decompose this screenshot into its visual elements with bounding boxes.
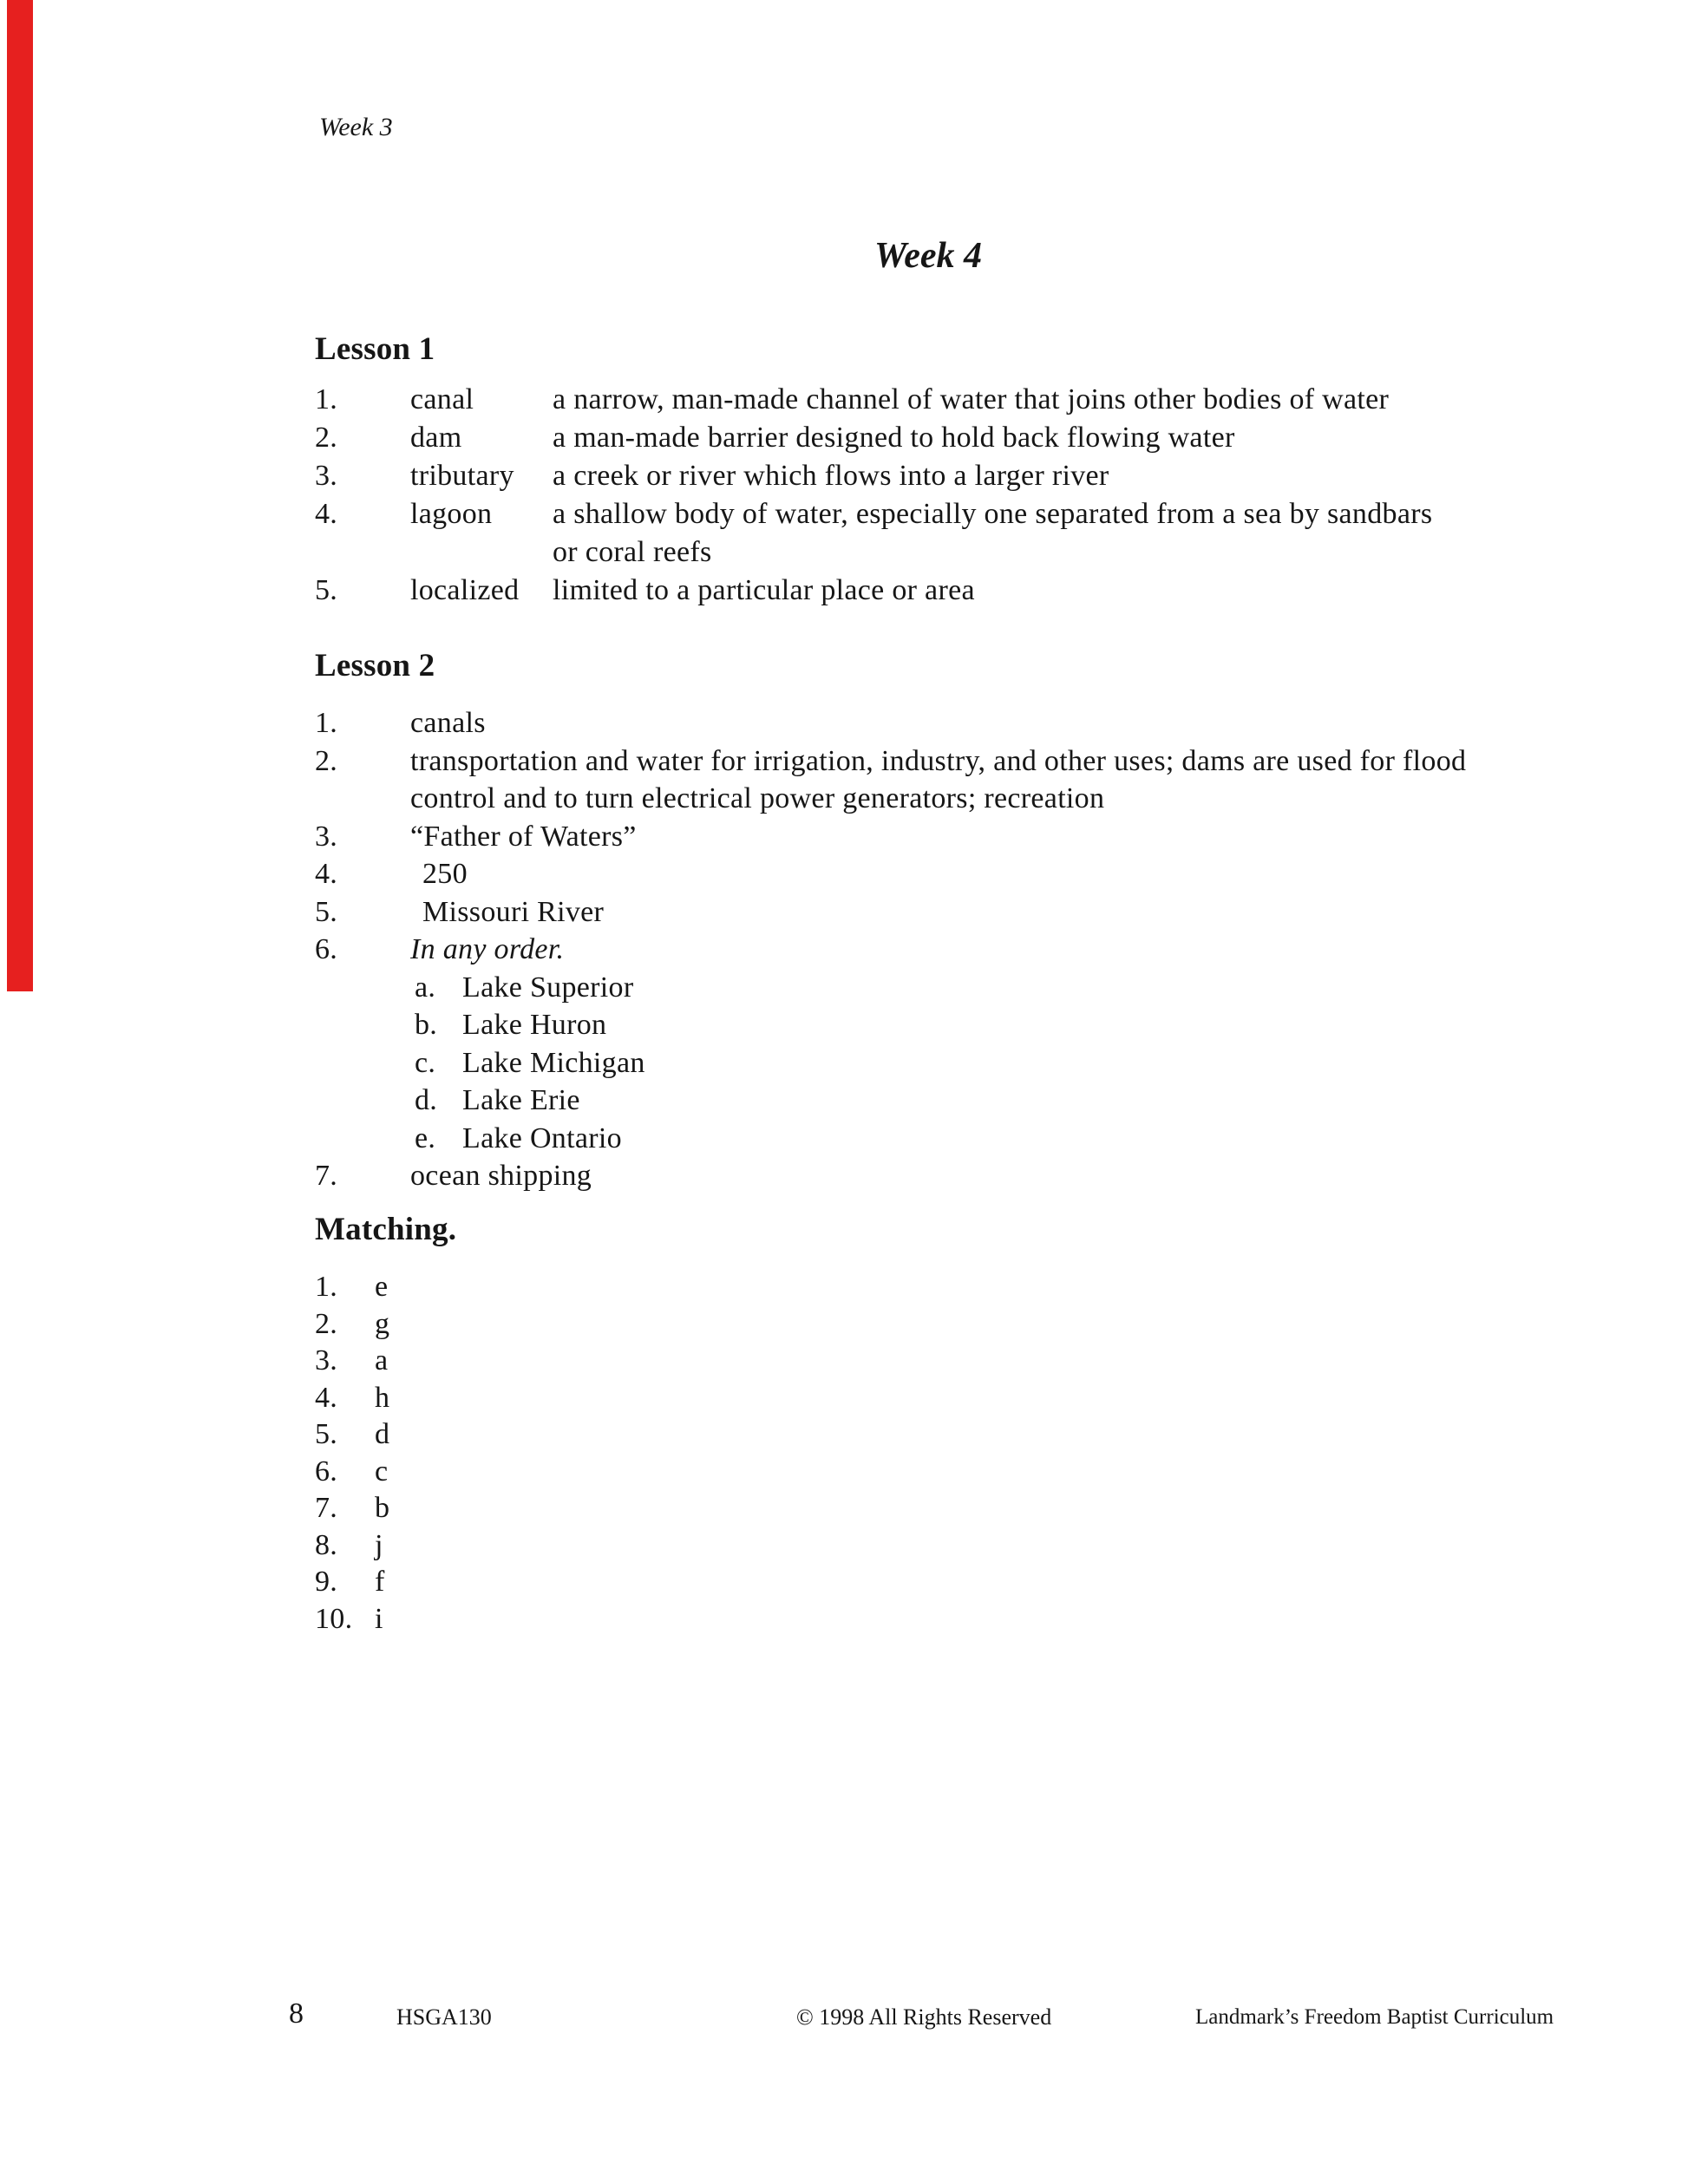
copyright-notice: © 1998 All Rights Reserved <box>796 2004 1052 2030</box>
item-answer: “Father of Waters” <box>410 820 637 853</box>
item-number: 1. <box>315 383 338 415</box>
item-number: 10. <box>315 1602 353 1635</box>
item-letter: j <box>375 1528 383 1561</box>
sub-item-letter: e. <box>415 1121 436 1154</box>
lesson1-heading: Lesson 1 <box>315 331 435 367</box>
item-letter: e <box>375 1271 389 1303</box>
item-number: 5. <box>315 574 338 606</box>
red-edge-stripe <box>7 0 33 991</box>
sub-item-answer: Lake Erie <box>462 1084 580 1116</box>
item-number: 5. <box>315 1418 338 1450</box>
item-definition: a narrow, man-made channel of water that joins other bodies of water <box>553 383 1390 415</box>
sub-item-answer: Lake Michigan <box>462 1046 645 1079</box>
sub-item-answer: Lake Superior <box>462 971 634 1004</box>
item-term: canal <box>410 383 474 415</box>
item-number: 6. <box>315 933 338 965</box>
item-number: 3. <box>315 1344 338 1376</box>
item-number: 3. <box>315 460 338 492</box>
item-letter: c <box>375 1455 389 1488</box>
item-answer-note: In any order. <box>410 933 565 965</box>
item-letter: i <box>375 1602 383 1635</box>
item-term: tributary <box>410 460 514 492</box>
item-number: 4. <box>315 1381 338 1414</box>
page-title: Week 4 <box>873 236 983 276</box>
item-definition: a man-made barrier designed to hold back flowing water <box>553 422 1235 454</box>
item-definition: a shallow body of water, especially one separated from a sea by sandbars <box>553 498 1433 530</box>
sub-item-letter: c. <box>415 1046 436 1079</box>
item-number: 1. <box>315 707 338 739</box>
item-number: 7. <box>315 1160 338 1192</box>
item-number: 3. <box>315 820 338 853</box>
item-number: 5. <box>315 895 338 928</box>
item-letter: d <box>375 1418 390 1450</box>
item-definition-continued: or coral reefs <box>553 536 712 568</box>
item-answer: Missouri River <box>422 895 605 928</box>
sub-item-letter: d. <box>415 1084 438 1116</box>
item-letter: f <box>375 1566 385 1598</box>
item-number: 9. <box>315 1566 338 1598</box>
sub-item-answer: Lake Ontario <box>462 1121 622 1154</box>
item-number: 1. <box>315 1271 338 1303</box>
item-number: 2. <box>315 422 338 454</box>
item-answer: 250 <box>422 858 468 890</box>
publisher-name: Landmark’s Freedom Baptist Curriculum <box>1195 2005 1554 2029</box>
item-number: 4. <box>315 858 338 890</box>
item-number: 7. <box>315 1492 338 1524</box>
item-number: 8. <box>315 1528 338 1561</box>
curriculum-code: HSGA130 <box>396 2004 492 2030</box>
sub-item-letter: a. <box>415 971 436 1004</box>
sub-item-answer: Lake Huron <box>462 1009 607 1041</box>
running-header: Week 3 <box>319 113 393 141</box>
item-number: 2. <box>315 744 338 777</box>
page-number: 8 <box>289 1998 304 2030</box>
item-number: 2. <box>315 1307 338 1340</box>
sub-item-letter: b. <box>415 1009 438 1041</box>
item-term: localized <box>410 574 520 606</box>
matching-heading: Matching. <box>315 1212 457 1247</box>
item-letter: a <box>375 1344 389 1376</box>
item-definition: a creek or river which flows into a larger river <box>553 460 1109 492</box>
item-answer: canals <box>410 707 486 739</box>
item-number: 6. <box>315 1455 338 1488</box>
item-letter: b <box>375 1492 390 1524</box>
item-term: lagoon <box>410 498 493 530</box>
item-answer: transportation and water for irrigation, industry, and other uses; dams are used for flood <box>410 744 1467 777</box>
item-letter: g <box>375 1307 390 1340</box>
item-definition: limited to a particular place or area <box>553 574 975 606</box>
item-term: dam <box>410 422 462 454</box>
item-answer: ocean shipping <box>410 1160 592 1192</box>
item-number: 4. <box>315 498 338 530</box>
lesson2-heading: Lesson 2 <box>315 648 435 683</box>
item-letter: h <box>375 1381 390 1414</box>
item-answer-continued: control and to turn electrical power generators; recreation <box>410 782 1105 814</box>
